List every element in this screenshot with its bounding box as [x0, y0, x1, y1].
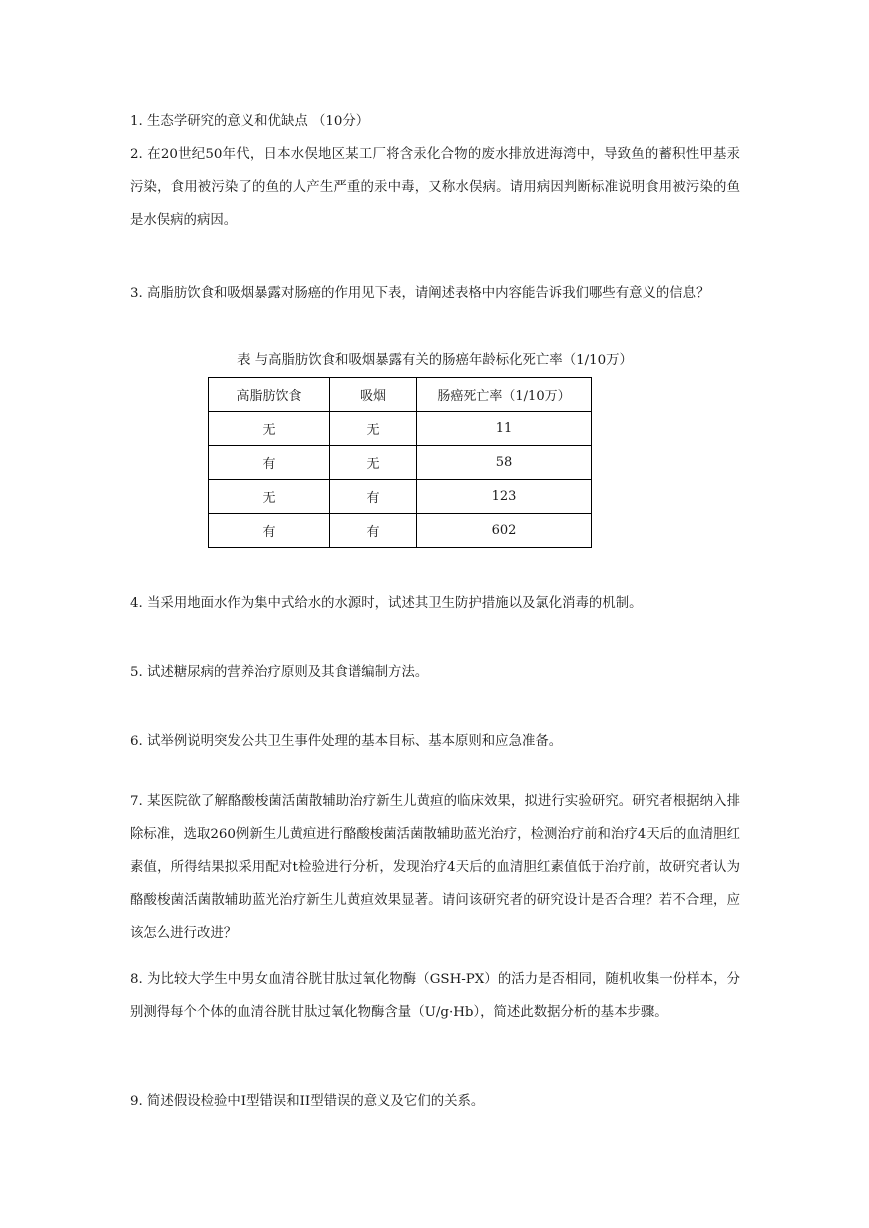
table-cell: 无 — [330, 412, 417, 446]
question-5: 5. 试述糖尿病的营养治疗原则及其食谱编制方法。 — [130, 665, 429, 680]
table-cell: 有 — [209, 446, 330, 480]
table-row — [209, 514, 592, 548]
table-header-cell: 肠癌死亡率（1/10万） — [417, 378, 592, 412]
table-header-cell: 高脂肪饮食 — [209, 378, 330, 412]
table-cell: 11 — [417, 412, 592, 446]
table-cell: 123 — [417, 480, 592, 514]
question-2: 2. 在20世纪50年代，日本水俣地区某工厂将含汞化合物的废水排放进海湾中，导致鱼的蓄积性甲基汞污染，食用被污染了的鱼的人产生严重的汞中毒，又称水俣病。请用病因判断标准说明食用被污染的鱼是水俣病的病因。 — [130, 147, 740, 228]
table-header-row — [209, 378, 592, 412]
question-8: 8. 为比较大学生中男女血清谷胱甘肽过氧化物酶（GSH-PX）的活力是否相同，随机收集一份样本，分别测得每个个体的血清谷胱甘肽过氧化物酶含量（U/g·Hb），简述此数据分析的基本步骤。 — [130, 972, 740, 1020]
question-7: 7. 某医院欲了解酪酸梭菌活菌散辅助治疗新生儿黄疸的临床效果，拟进行实验研究。研究者根据纳入排除标准，选取260例新生儿黄疸进行酪酸梭菌活菌散辅助蓝光治疗，检测治疗前和治疗4天后的血清胆红素值，所得结果拟采用配对t检验进行分析，发现治疗4天后的血清胆红素值低于治疗前，故研究者认为酪酸梭菌活菌散辅助蓝光治疗新生儿黄疸效果显著。请问该研究者的研究设计是否合理？若不合理，应该怎么进行改进？ — [130, 794, 740, 941]
table-header-cell: 吸烟 — [330, 378, 417, 412]
table-row — [209, 480, 592, 514]
question-3: 3. 高脂肪饮食和吸烟暴露对肠癌的作用见下表，请阐述表格中内容能告诉我们哪些有意义的信息？ — [130, 286, 710, 301]
table-caption: 表 与高脂肪饮食和吸烟暴露有关的肠癌年龄标化死亡率（1/10万） — [237, 353, 633, 368]
table-cell: 无 — [330, 446, 417, 480]
mortality-table — [208, 377, 592, 548]
table-cell: 有 — [330, 514, 417, 548]
question-1: 1. 生态学研究的意义和优缺点 （10分） — [130, 114, 370, 129]
table-row — [209, 412, 592, 446]
table-cell: 602 — [417, 514, 592, 548]
question-6: 6. 试举例说明突发公共卫生事件处理的基本目标、基本原则和应急准备。 — [130, 734, 563, 749]
table-cell: 无 — [209, 412, 330, 446]
table-cell: 有 — [330, 480, 417, 514]
table-cell: 有 — [209, 514, 330, 548]
question-4: 4. 当采用地面水作为集中式给水的水源时，试述其卫生防护措施以及氯化消毒的机制。 — [130, 596, 643, 611]
table-row — [209, 446, 592, 480]
table-cell: 无 — [209, 480, 330, 514]
table-cell: 58 — [417, 446, 592, 480]
question-9: 9. 简述假设检验中I型错误和II型错误的意义及它们的关系。 — [130, 1094, 485, 1109]
